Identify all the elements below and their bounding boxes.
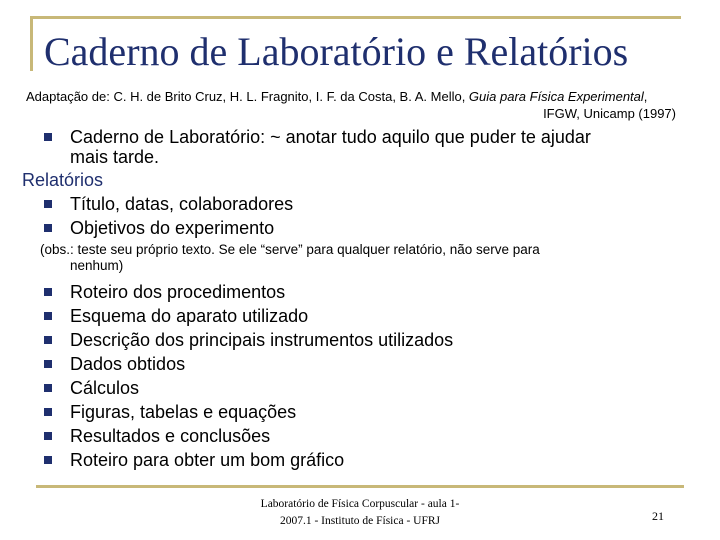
list-item-lab-notebook: [22, 127, 682, 167]
source-credit: [26, 88, 676, 122]
square-bullet-icon: [44, 456, 52, 464]
item-text: Título, datas, colaboradores: [70, 194, 294, 214]
list-item: [22, 306, 682, 326]
square-bullet-icon: [44, 133, 52, 141]
credit-suffix: ,: [643, 89, 648, 104]
square-bullet-icon: [44, 200, 52, 208]
item-text-line-1: Caderno de Laboratório: ~ anotar tudo aquilo que puder te ajudar: [70, 127, 591, 147]
list-item: [22, 450, 682, 470]
slide-content: [22, 127, 682, 474]
list-item: [22, 194, 682, 214]
item-text: Objetivos do experimento: [70, 218, 275, 238]
item-text: Resultados e conclusões: [70, 426, 271, 446]
list-item: [22, 330, 682, 350]
section-heading-relatorios: Relatórios: [22, 170, 104, 190]
item-text-line-2: mais tarde.: [70, 147, 160, 167]
note-line-1: (obs.: teste seu próprio texto. Se ele “serve” para qualquer relatório, não serve para: [40, 242, 540, 257]
item-text: Dados obtidos: [70, 354, 186, 374]
footer-caption: [240, 496, 480, 530]
observation-note: [22, 242, 682, 274]
note-line-2: nenhum): [70, 258, 124, 273]
square-bullet-icon: [44, 288, 52, 296]
footer-line-2: 2007.1 - Instituto de Física - UFRJ: [279, 515, 441, 527]
page-number: 21: [652, 509, 664, 523]
credit-prefix: Adaptação de: C. H. de Brito Cruz, H. L. Fragnito, I. F. da Costa, B. A. Mello,: [26, 89, 469, 104]
credit-line-2: IFGW, Unicamp (1997): [543, 106, 676, 121]
square-bullet-icon: [44, 312, 52, 320]
item-text: Roteiro dos procedimentos: [70, 282, 286, 302]
list-item: [22, 354, 682, 374]
item-text: Figuras, tabelas e equações: [70, 402, 297, 422]
square-bullet-icon: [44, 384, 52, 392]
square-bullet-icon: [44, 408, 52, 416]
list-item: [22, 218, 682, 238]
list-item: [22, 282, 682, 302]
list-item: [22, 426, 682, 446]
footer-divider: [36, 485, 684, 488]
item-text: Cálculos: [70, 378, 140, 398]
list-item: [22, 402, 682, 422]
square-bullet-icon: [44, 224, 52, 232]
list-item: [22, 378, 682, 398]
square-bullet-icon: [44, 336, 52, 344]
footer-line-1: Laboratório de Física Corpuscular - aula 1-: [260, 498, 460, 510]
slide-title: Caderno de Laboratório e Relatórios: [44, 29, 629, 74]
item-text: Esquema do aparato utilizado: [70, 306, 309, 326]
square-bullet-icon: [44, 432, 52, 440]
credit-line-1: [26, 88, 676, 105]
item-text: Roteiro para obter um bom gráfico: [70, 450, 345, 470]
square-bullet-icon: [44, 360, 52, 368]
item-text: Descrição dos principais instrumentos utilizados: [70, 330, 454, 350]
credit-book-title: Guia para Física Experimental: [468, 89, 644, 104]
